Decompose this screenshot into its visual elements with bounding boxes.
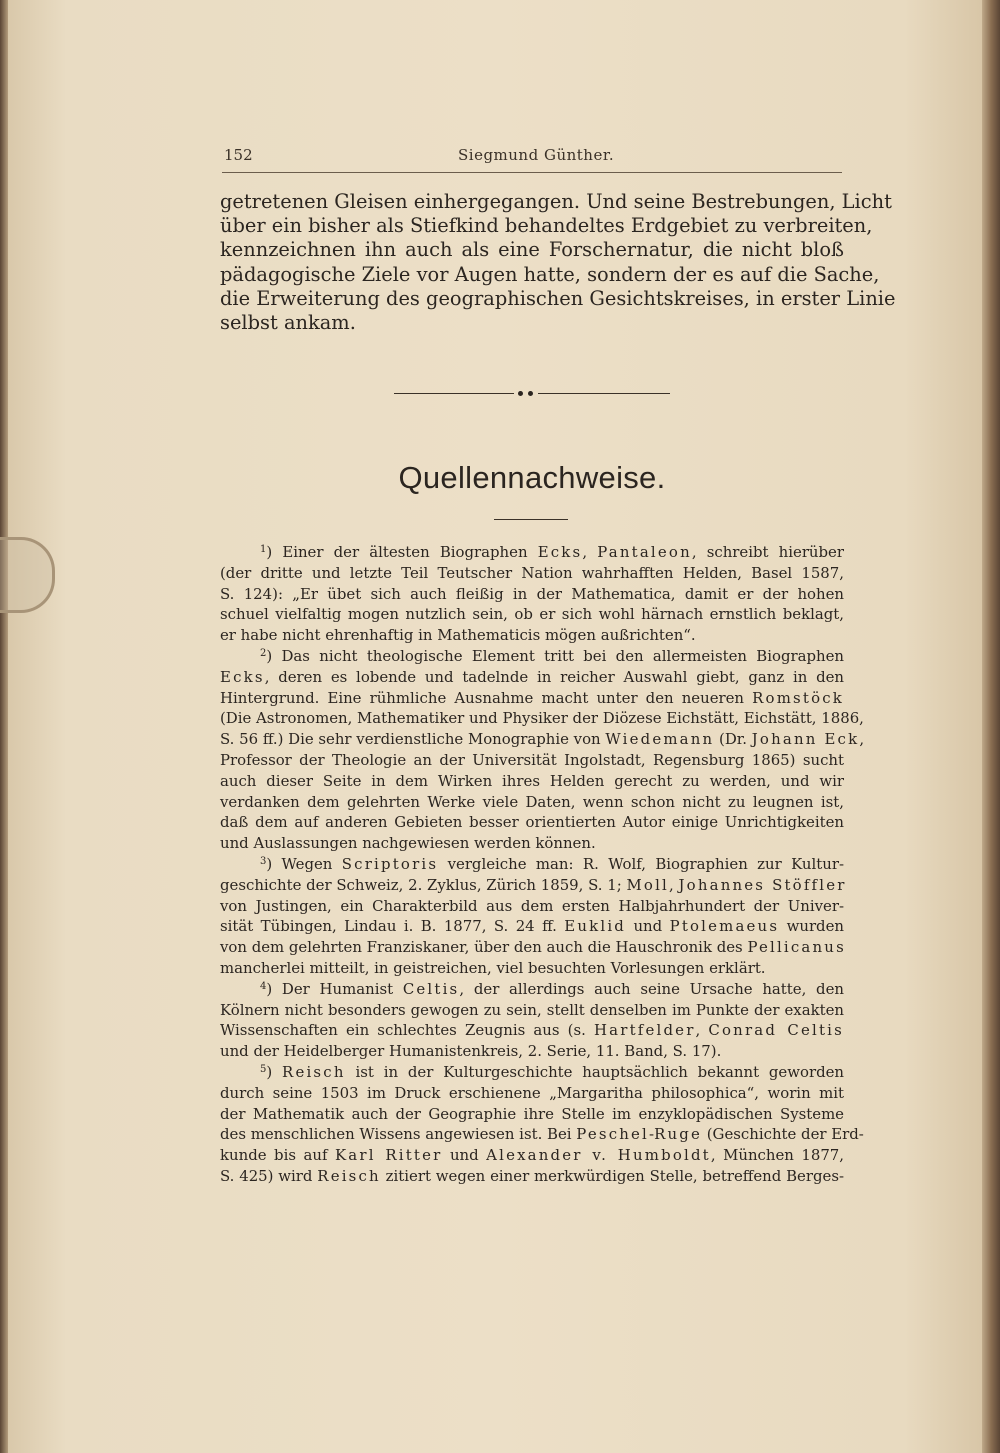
footnote-3-line: $^3$) Wegen Scriptoris vergleiche man: R. Wolf, Biographien zur Kultur-: [260, 854, 844, 873]
footnote-marker: 1: [260, 544, 267, 555]
footnote-2-line: Ecks, deren es lobende und tadelnde in reicher Auswahl giebt, ganz in den: [220, 667, 844, 686]
footnote-2-line: auch dieser Seite in dem Wirken ihres Helden gerecht zu werden, und wir: [220, 771, 844, 790]
footnote-5-line: kunde bis auf Karl Ritter und Alexander v. Humboldt, München 1877,: [220, 1146, 844, 1165]
page-stack-edge: [982, 0, 1000, 1453]
ornament-dot: [528, 391, 533, 396]
footnote-3-line: mancherlei mitteilt, in geistreichen, viel besuchten Vorlesungen erklärt.: [220, 958, 766, 977]
footnote-5-line: des menschlichen Wissens angewiesen ist. Bei Peschel-Ruge (Geschichte der Erd-: [220, 1125, 864, 1144]
footnote-1-line: $^1$) Einer der ältesten Biographen Ecks, Pantaleon, schreibt hierüber: [260, 543, 844, 561]
book-binding-edge: [0, 0, 8, 1453]
footnote-4-line: Wissenschaften ein schlechtes Zeugnis aus (s. Hartfelder, Conrad Celtis: [220, 1021, 844, 1040]
footnote-2-line: $^2$) Das nicht theologische Element tritt bei den allermeisten Biographen: [260, 646, 844, 665]
footnote-1-line: (der dritte und letzte Teil Teutscher Nation wahrhafften Helden, Basel 1587,: [220, 563, 844, 582]
running-head: [222, 146, 842, 173]
footnote-2-line: S. 56 ff.) Die sehr verdienstliche Monographie von Wiedemann (Dr. Johann Eck,: [220, 730, 865, 749]
body-paragraph: [220, 190, 896, 335]
footnote-5-line: S. 425) wird Reisch zitiert wegen einer merkwürdigen Stelle, betreffend Berges-: [220, 1166, 844, 1185]
footnote-1-line: S. 124): „Er übet sich auch fleißig in der Mathematica, damit er der hohen: [220, 584, 844, 603]
footnote-2-line: und Auslassungen nachgewiesen werden können.: [220, 834, 596, 853]
body-line: die Erweiterung des geographischen Gesichtskreises, in erster Linie: [220, 286, 896, 310]
footnote-4-line: und der Heidelberger Humanistenkreis, 2. Serie, 11. Band, S. 17).: [220, 1042, 722, 1061]
footnote-2-line: daß dem auf anderen Gebieten besser orientierten Autor einige Unrichtigkeiten: [220, 813, 844, 832]
footnote-2-line: verdanken dem gelehrten Werke viele Daten, wenn schon nicht zu leugnen ist,: [220, 792, 844, 811]
ornament-dot: [518, 391, 523, 396]
footnote-4-line: $^4$) Der Humanist Celtis, der allerdings auch seine Ursache hatte, den: [260, 979, 844, 998]
section-heading: Quellennachweise.: [398, 460, 666, 495]
footnote-5-line: $^5$) Reisch ist in der Kulturgeschichte hauptsächlich bekannt geworden: [260, 1062, 845, 1081]
body-line: kennzeichnen ihn auch als eine Forschernatur, die nicht bloß: [220, 238, 844, 262]
footnote-marker: 4: [260, 980, 267, 992]
body-line: getretenen Gleisen einhergegangen. Und seine Bestrebungen, Licht: [220, 190, 892, 213]
footnote-2-line: (Die Astronomen, Mathematiker und Physiker der Diözese Eichstätt, Eichstätt, 1886,: [220, 709, 864, 728]
footnote-marker: 2: [260, 647, 267, 659]
footnote-3-line: von Justingen, ein Charakterbild aus dem ersten Halbjahrhundert der Univer-: [220, 896, 844, 915]
body-line: über ein bisher als Stiefkind behandeltes Erdgebiet zu verbreiten,: [220, 214, 873, 238]
body-line: selbst ankam.: [220, 311, 356, 335]
footnote-3-line: geschichte der Schweiz, 2. Zyklus, Zürich 1859, S. 1; Moll, Johannes Stöffler: [220, 875, 847, 894]
footnote-5-line: der Mathematik auch der Geographie ihre Stelle im enzyklopädischen Systeme: [220, 1104, 844, 1123]
ornament-rule-left: [394, 393, 514, 394]
footnote-3-line: von dem gelehrten Franziskaner, über den auch die Hauschronik des Pellicanus: [220, 938, 846, 957]
footnote-5-line: durch seine 1503 im Druck erschienene „Margaritha philosophica“, worin mit: [220, 1083, 844, 1102]
footnote-4-line: Kölnern nicht besonders gewogen zu sein, stellt denselben im Punkte der exakten: [220, 1000, 844, 1019]
body-line: pädagogische Ziele vor Augen hatte, sondern der es auf die Sache,: [220, 262, 880, 286]
footnote-1-line: schuel vielfaltig mogen nutzlich sein, ob er sich wohl härnach ernstlich beklagt,: [220, 605, 844, 624]
page-number: 152: [224, 146, 253, 164]
heading-underline: [494, 519, 568, 520]
section-divider-ornament: [394, 392, 670, 396]
footnote-1-line: er habe nicht ehrenhaftig in Mathematicis mögen außrichten“.: [220, 626, 696, 645]
footnote-marker: 3: [260, 855, 267, 867]
footnote-2-line: Hintergrund. Eine rühmliche Ausnahme macht unter den neueren Romstöck: [220, 688, 844, 707]
footnote-2-line: Professor der Theologie an der Universität Ingolstadt, Regensburg 1865) sucht: [220, 750, 844, 769]
ornament-rule-right: [538, 393, 670, 394]
footnote-3-line: sität Tübingen, Lindau i. B. 1877, S. 24 ff. Euklid und Ptolemaeus wurden: [220, 917, 844, 936]
footnotes: [220, 542, 865, 1187]
running-head-author: Siegmund Günther.: [458, 146, 615, 164]
footnote-marker: 5: [260, 1063, 267, 1075]
